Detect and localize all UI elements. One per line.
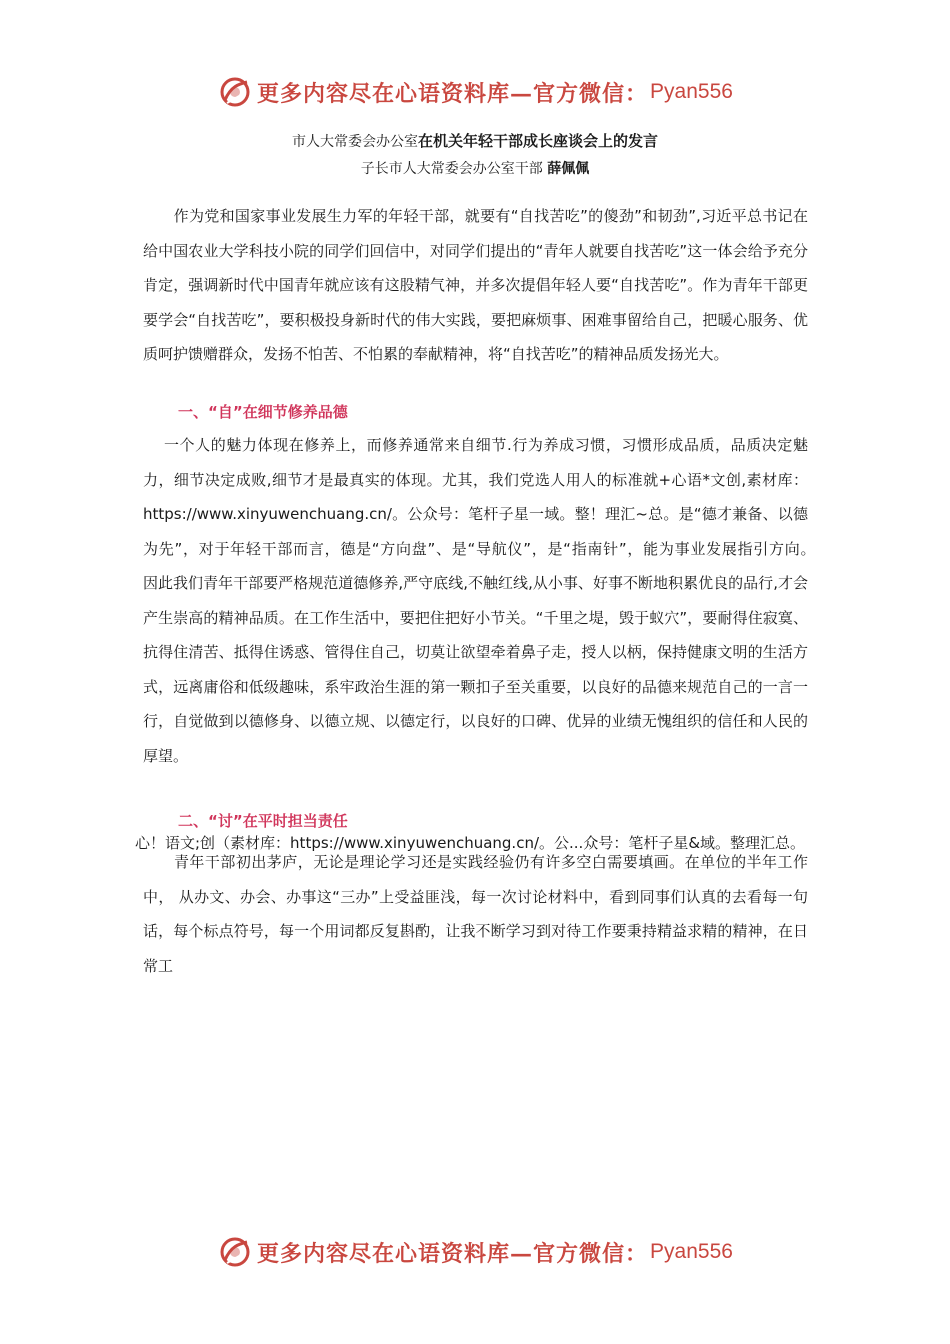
document-title: [0, 130, 950, 151]
swirl-logo-icon: [217, 74, 253, 110]
document-subtitle: [0, 158, 950, 178]
subtitle-prefix: 子长市人大常委会办公室干部: [360, 161, 548, 177]
section-2-paragraph: 青年干部初出茅庐，无论是理论学习还是实践经验仍有许多空白需要填画。在单位的半年工作中， 从办文、办会、办事这“三办”上受益匪浅，每一次讨论材料中，看到同事们认真的去看每一句话，每个标点符号，每一个用词都反复斟酌，让我不断学习到对待工作要秉持精益求精的精神，在日常工: [143, 853, 808, 975]
section-heading-2: 二、“讨”在平时担当责任: [178, 812, 348, 830]
banner-wechat-id: Pyan556: [650, 80, 733, 103]
banner-text: 更多内容尽在心语资料库—官方微信：: [257, 80, 649, 107]
banner-text: 更多内容尽在心语资料库—官方微信：: [257, 1240, 649, 1267]
swirl-logo-icon: [217, 1234, 253, 1270]
section-1-paragraph: 一个人的魅力体现在修养上，而修养通常来自细节.行为养成习惯，习惯形成品质，品质决定魅力，细节决定成败,细节才是最真实的体现。尤其，我们党选人用人的标准就+心语*文创,素材库：https://www.xinyuwenchuang.cn/。公众号：笔杆子星一域。整！理汇~总。是“德才兼备、以德为先”，对于年轻干部而言，德是“方向盘”、是“导航仪”，是“指南针”，能为事业发展指引方向。 因此我们青年干部要严格规范道德修养,严守底线,不触红线,从小事、好事不断地积累优良的品行,才会产生崇高的精神品质。在工作生活中，要把住把好小节关。“千里之堤，毁于蚁穴”，要耐得住寂寞、抗得住清苦、抵得住诱惑、管得住自己，切莫让欲望牵着鼻子走，授人以柄，保持健康文明的生活方式，远离庸俗和低级趣味，系牢政治生涯的第一颗扣子至关重要，以良好的品德来规范自己的一言一行，自觉做到以德修身、以德立规、以德定行，以良好的口碑、优异的业绩无愧组织的信任和人民的厚望。: [143, 436, 828, 765]
header-banner: [0, 72, 950, 112]
title-prefix: 市人大常委会办公室: [291, 134, 418, 150]
intro-paragraph: 作为党和国家事业发展生力军的年轻干部，就要有“自找苦吃”的傻劲”和韧劲”,习近平总书记在给中国农业大学科技小院的同学们回信中，对同学们提出的“青年人就要自找苦吃”这一体会给予充分肯定，强调新时代中国青年就应该有这股精气神，并多次提倡年轻人要“自找苦吃”。作为青年干部更要学会“自找苦吃”，要积极投身新时代的伟大实践，要把麻烦事、困难事留给自己，把暖心服务、优质呵护馈赠群众，发扬不怕苦、不怕累的奉献精神，将“自找苦吃”的精神品质发扬光大。: [143, 207, 808, 363]
banner-wechat-id: Pyan556: [650, 1240, 733, 1263]
footer-banner: [0, 1232, 950, 1272]
title-main: 在机关年轻干部成长座谈会上的发言: [417, 132, 658, 150]
section-heading-1: 一、“自”在细节修养品德: [178, 403, 348, 421]
section-2-note: 心！语文;创（素材库：https://www.xinyuwenchuang.cn/。公...众号：笔杆子星&域。整理汇总。: [135, 834, 806, 852]
author-name: 薛佩佩: [547, 161, 590, 177]
